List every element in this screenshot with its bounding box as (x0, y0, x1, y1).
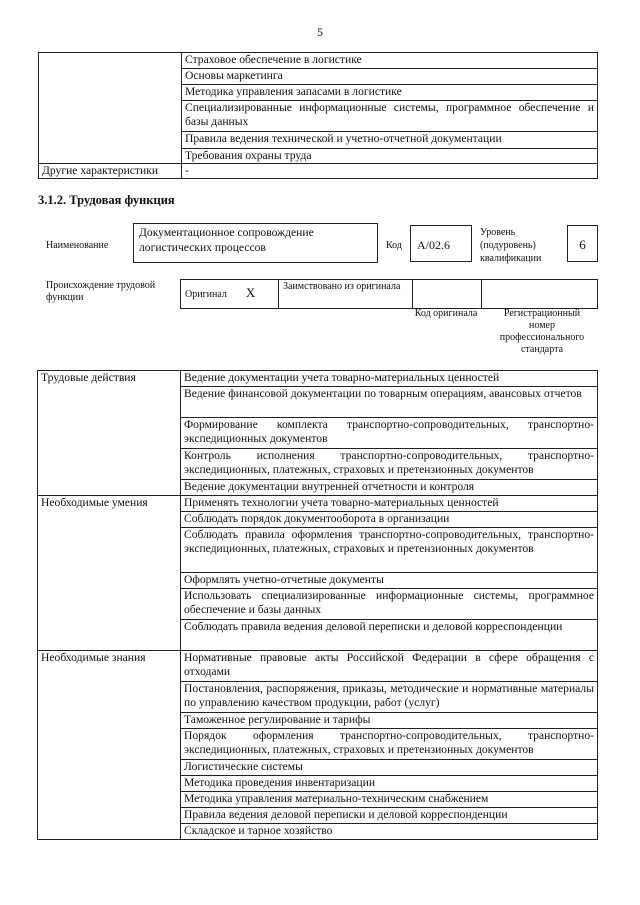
section-title: 3.1.2. Трудовая функция (38, 193, 175, 207)
table-row: Требования охраны труда (182, 149, 598, 164)
other-characteristics-value: - (182, 164, 598, 179)
table-row: Нормативные правовые акты Российской Федерации в сфере обращения с отходами (181, 651, 598, 682)
origin-table (180, 279, 598, 309)
table-row: Ведение документации учета товарно-материальных ценностей (181, 371, 598, 387)
table-row: Контроль исполнения транспортно-сопроводительных, транспортно-экспедиционных, платежных, страховых и претензионных документов (181, 449, 598, 480)
table-row: Методика управления материально-техническим снабжением (181, 792, 598, 808)
borrowed-label: Заимствовано из оригинала (279, 280, 413, 309)
table-row: Формирование комплекта транспортно-сопроводительных, транспортно-экспедиционных документов (181, 418, 598, 449)
table-row: Использовать специализированные информационные системы, программное обеспечение и базы данных (181, 589, 598, 620)
name-label: Наименование (46, 240, 109, 251)
table-row: Методика проведения инвентаризации (181, 776, 598, 792)
other-characteristics-label: Другие характеристики (39, 164, 182, 179)
table-row: Порядок оформления транспортно-сопроводительных, транспортно-экспедиционных, платежных, страховых и претензионных документов (181, 729, 598, 760)
page-number: 5 (317, 25, 323, 39)
table-row: Специализированные информационные системы, программное обеспечение и базы данных (182, 101, 598, 132)
table-row: Соблюдать правила ведения деловой переписки и деловой корреспонденции (181, 620, 598, 651)
level-label: Уровень (подуровень) квалификации (480, 227, 542, 264)
table-row: Применять технологии учета товарно-материальных ценностей (181, 496, 598, 512)
top-requirements-table (38, 52, 598, 179)
section-label-required-skills: Необходимые умения (38, 496, 181, 651)
top-table-label-cell (39, 53, 182, 164)
table-row: Методика управления запасами в логистике (182, 85, 598, 101)
table-row: Соблюдать порядок документооборота в организации (181, 512, 598, 528)
section-label-labor-actions: Трудовые действия (38, 371, 181, 496)
section-label-required-knowledge: Необходимые знания (38, 651, 181, 840)
original-label: Оригинал (185, 289, 227, 300)
registration-number-cell (482, 280, 598, 309)
table-row: Ведение финансовой документации по товарным операциям, авансовых отчетов (181, 387, 598, 418)
table-row: Соблюдать правила оформления транспортно-сопроводительных, транспортно-экспедиционных, платежных, страховых и претензионных документов (181, 528, 598, 573)
registration-caption: Регистрационный номер профессионального стандарта (499, 308, 585, 355)
origin-label: Происхождение трудовой функции (46, 280, 156, 303)
original-mark: Х (245, 285, 256, 300)
code-value: А/02.6 (417, 238, 450, 252)
code-label: Код (386, 240, 402, 251)
original-code-cell (413, 280, 482, 309)
code-box (410, 225, 472, 262)
table-row: Постановления, распоряжения, приказы, методические и нормативные материалы по управлению качеством продукции, работ (услуг) (181, 682, 598, 713)
table-row: Логистические системы (181, 760, 598, 776)
table-row: Таможенное регулирование и тарифы (181, 713, 598, 729)
labor-function-table (37, 370, 598, 840)
function-name-value: Документационное сопровождение логистических процессов (139, 226, 314, 254)
level-box (567, 225, 598, 262)
table-row: Складское и тарное хозяйство (181, 824, 598, 840)
table-row: Основы маркетинга (182, 69, 598, 85)
table-row: Страховое обеспечение в логистике (182, 53, 598, 69)
table-row: Ведение документации внутренней отчетности и контроля (181, 480, 598, 496)
code-caption: Код оригинала (414, 308, 478, 319)
table-row: Правила ведения деловой переписки и деловой корреспонденции (181, 808, 598, 824)
table-row: Правила ведения технической и учетно-отчетной документации (182, 132, 598, 149)
table-row: Оформлять учетно-отчетные документы (181, 573, 598, 589)
function-name-box (133, 223, 378, 263)
original-cell (181, 280, 279, 309)
level-value: 6 (579, 237, 586, 252)
